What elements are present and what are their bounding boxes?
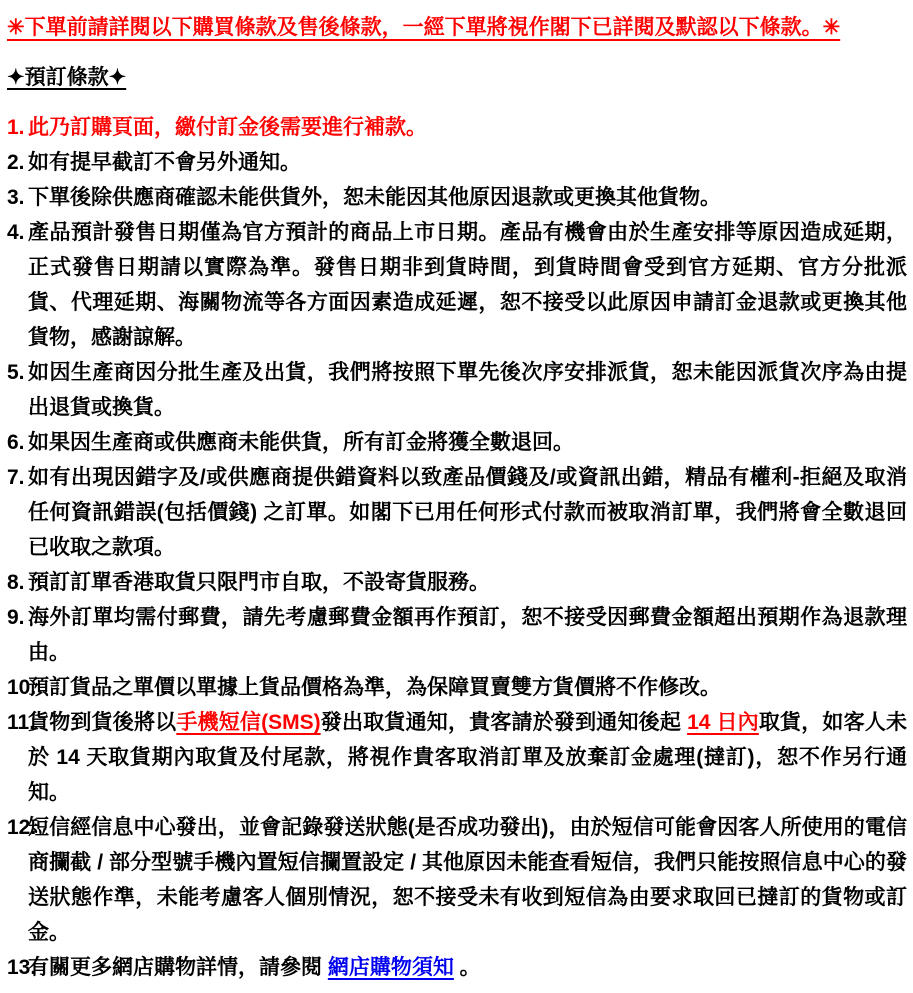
term-number: 2.	[7, 151, 25, 174]
term-text	[28, 145, 907, 180]
term-segment: 有關更多網店購物詳情，請參閱	[28, 956, 328, 979]
term-item	[7, 670, 907, 705]
term-item	[7, 705, 907, 810]
term-item	[7, 460, 907, 565]
term-item	[7, 110, 907, 145]
term-number: 13.	[7, 956, 37, 979]
term-segment: 貨物到貨後將以	[28, 711, 177, 734]
term-item	[7, 145, 907, 180]
term-segment: 預訂訂單香港取貨只限門市自取，不設寄貨服務。	[28, 571, 490, 594]
term-text	[28, 180, 907, 215]
term-text	[28, 810, 907, 950]
term-segment: 如有出現因錯字及/或供應商提供錯資料以致產品價錢及/或資訊出錯，精品有權利-拒絕及取消任何資訊錯誤(包括價錢) 之訂單。如閣下已用任何形式付款而被取消訂單，我們將會全數退回已收取之款項。	[28, 466, 907, 559]
term-item	[7, 810, 907, 950]
term-item	[7, 950, 907, 985]
term-number: 11.	[7, 711, 36, 734]
term-item	[7, 180, 907, 215]
term-number: 3.	[7, 186, 25, 209]
term-number: 9.	[7, 606, 25, 629]
term-text	[28, 565, 907, 600]
term-text	[28, 460, 907, 565]
highlighted-text: 手機短信(SMS)	[176, 711, 321, 734]
term-number: 4.	[7, 221, 25, 244]
terms-list	[7, 110, 907, 985]
term-text	[28, 600, 907, 670]
term-text	[28, 705, 907, 810]
term-segment: 短信經信息中心發出，並會記錄發送狀態(是否成功發出)，由於短信可能會因客人所使用的電信商攔截 / 部分型號手機內置短信攔置設定 / 其他原因未能查看短信，我們只能按照信息中心的發送狀態作準，未能考慮客人個別情況，恕不接受未有收到短信為由要求取回已撻訂的貨物或訂金。	[28, 816, 907, 944]
term-segment: 如因生產商因分批生產及出貨，我們將按照下單先後次序安排派貨，恕未能因派貨次序為由提出退貨或換貨。	[28, 361, 907, 419]
term-text	[28, 110, 907, 145]
term-number: 6.	[7, 431, 25, 454]
shop-guide-link[interactable]: 網店購物須知	[327, 956, 454, 979]
term-segment: 。	[453, 956, 481, 979]
term-number: 12.	[7, 816, 37, 839]
term-segment: 產品預計發售日期僅為官方預計的商品上市日期。產品有機會由於生產安排等原因造成延期，正式發售日期請以實際為準。發售日期非到貨時間，到貨時間會受到官方延期、官方分批派貨、代理延期、海關物流等各方面因素造成延遲，恕不接受以此原因申請訂金退款或更換其他貨物，感謝諒解。	[28, 221, 907, 349]
section-title-preorder-terms: ✦預訂條款✦	[7, 66, 127, 89]
term-text	[28, 425, 907, 460]
term-segment: 如有提早截訂不會另外通知。	[28, 151, 301, 174]
term-item	[7, 355, 907, 425]
term-segment: 下單後除供應商確認未能供貨外，恕未能因其他原因退款或更換其他貨物。	[28, 186, 721, 209]
term-item	[7, 425, 907, 460]
purchase-notice: ✳下單前請詳閱以下購買條款及售後條款，一經下單將視作閣下已詳閱及默認以下條款。✳	[7, 16, 841, 39]
term-segment: 如果因生產商或供應商未能供貨，所有訂金將獲全數退回。	[28, 431, 574, 454]
term-text	[28, 670, 907, 705]
term-segment: 海外訂單均需付郵費，請先考慮郵費金額再作預訂，恕不接受因郵費金額超出預期作為退款理由。	[28, 606, 907, 664]
term-item	[7, 215, 907, 355]
term-number: 5.	[7, 361, 25, 384]
term-segment: 發出取貨通知，貴客請於發到通知後起	[320, 711, 688, 734]
term-segment: 取貨，如客人未於 14 天取貨期內取貨及付尾款，將視作貴客取消訂單及放棄訂金處理(撻訂)，恕不作另行通知。	[28, 711, 908, 804]
term-text	[28, 355, 907, 425]
term-text	[28, 215, 907, 355]
term-segment: 預訂貨品之單價以單據上貨品價格為準，為保障買賣雙方貨價將不作修改。	[28, 676, 721, 699]
term-item	[7, 600, 907, 670]
term-segment: 此乃訂購頁面，繳付訂金後需要進行補款。	[28, 116, 427, 139]
term-number: 1.	[7, 116, 25, 139]
term-text	[28, 950, 907, 985]
term-item	[7, 565, 907, 600]
term-number: 8.	[7, 571, 25, 594]
highlighted-text: 14 日內	[687, 711, 759, 734]
term-number: 7.	[7, 466, 25, 489]
term-number: 10.	[7, 676, 37, 699]
